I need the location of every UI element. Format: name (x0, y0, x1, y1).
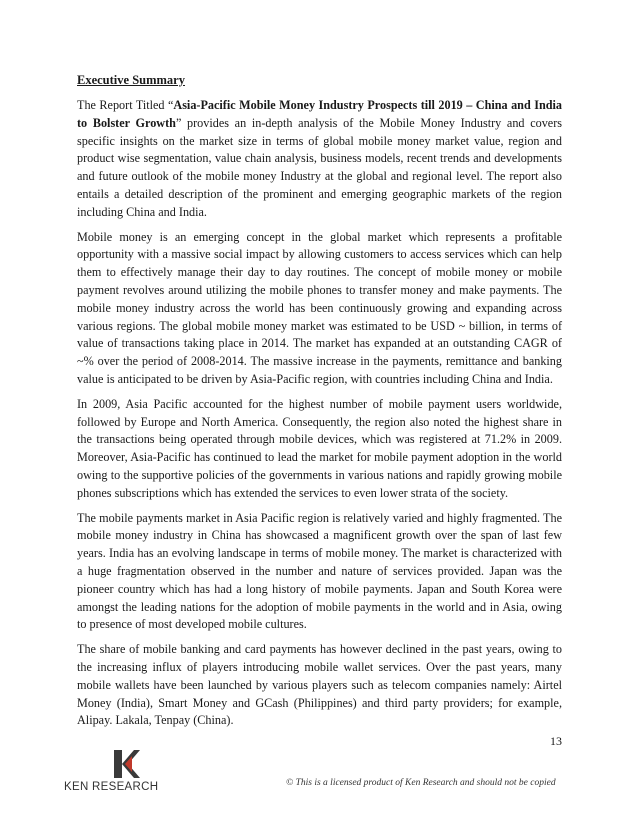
paragraph-3: In 2009, Asia Pacific accounted for the highest number of mobile payment users worldwide, followed by Europe and North America. Consequently, the region also noted the highest share in the transactions being operated through mobile devices, which was registered at 71.2% in 2009. Moreover, Asia-Pacific has continued to lead the market for mobile payment adoption in the world owing to the supportive policies of the governments in various nations and rapidly growing mobile phones subscriptions which has extended the services to even lower strata of the society. (77, 396, 562, 500)
paragraph-1-body: ” provides an in-depth analysis of the Mobile Money Industry and covers specific insights on the market size in terms of global mobile money market value, region and product wise segmentation, value chain analysis, business models, recent trends and developments and future outlook of the mobile money Industry at the global and regional level. The report also entails a detailed description of the prominent and emerging geographic markets of the region including China and India. (77, 115, 562, 219)
paragraph-5: The share of mobile banking and card payments has however declined in the past years, owing to the increasing influx of players introducing mobile wallet services. Over the past years, many mobile wallets have been launched by various players such as telecom companies namely: Airtel Money (India), Smart Money and GCash (Philippines) and third party providers; for example, Alipay. Lakala, Tenpay (China). (77, 642, 562, 728)
report-title: Asia-Pacific Mobile Money Industry Prospects till 2019 – China and India to Bolster Growth (77, 98, 562, 130)
paragraph-2: Mobile money is an emerging concept in the global market which represents a profitable opportunity with a massive social impact by allowing customers to access services which can help them to effectively manage their day to day routines. The concept of mobile money or mobile payment revolves around utilizing the mobile phones to transfer money and make payments. The mobile money industry across the world has been continuously growing and expanding across various regions. The global mobile money market was estimated to be USD ~ billion, in terms of value of transactions taking place in 2014. The market has expanded at an outstanding CAGR of ~% over the period of 2008-2014. The massive increase in the payments, remittance and banking value is anticipated to be driven by Asia-Pacific region, with countries including China and India. (77, 229, 562, 386)
paragraph-1 (77, 97, 562, 222)
logo-wordmark: KEN RESEARCH (64, 781, 159, 793)
section-heading: Executive Summary (77, 73, 185, 87)
page-content (77, 72, 562, 737)
paragraph-1-intro: The Report Titled “ (77, 98, 174, 112)
logo-mark-icon (64, 748, 184, 782)
copyright-notice: © This is a licensed product of Ken Research and should not be copied (286, 778, 556, 788)
paragraph-4: The mobile payments market in Asia Pacific region is relatively varied and highly fragmented. The mobile money industry in China has showcased a magnificent growth over the span of last few years. India has an evolving landscape in terms of mobile money. The market is characterized with a huge fragmentation observed in the number and nature of services provided. Japan was the pioneer country which has had a long history of mobile payments. Japan and South Korea were amongst the leading nations for the adoption of mobile payments in the world and in Asia, owing to presence of most developed mobile cultures. (77, 510, 562, 632)
page-number: 13 (550, 734, 562, 748)
ken-research-logo (64, 748, 184, 796)
